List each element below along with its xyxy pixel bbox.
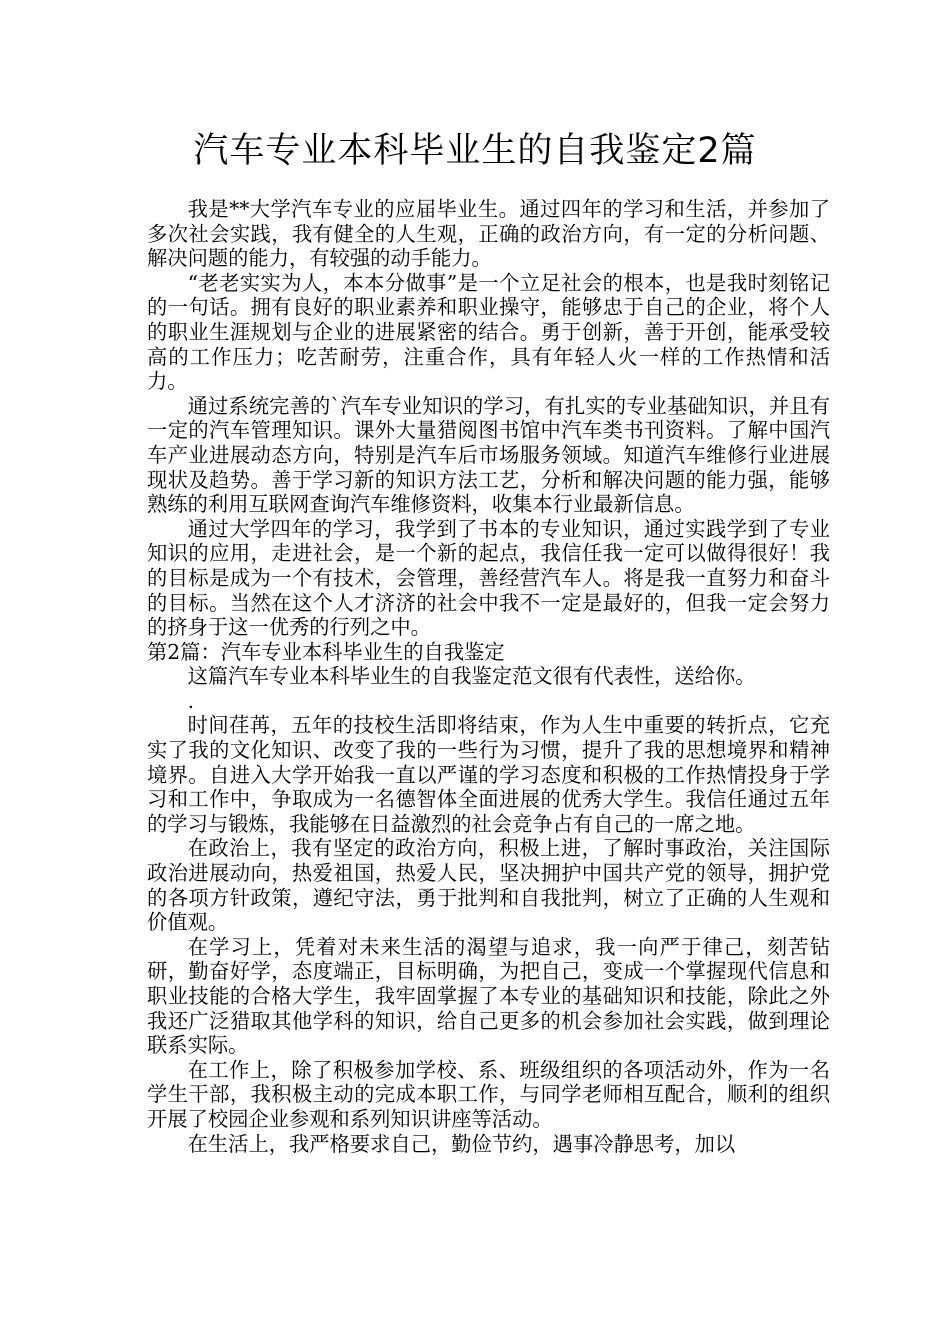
paragraph: 通过大学四年的学习，我学到了书本的专业知识，通过实践学到了专业知识的应用，走进社会，是一个新的起点，我信任我一定可以做得很好！我的目标是成为一个有技术，会管理，善经营汽车人。将是我一直努力和奋斗的目标。当然在这个人才济济的社会中我不一定是最好的，但我一定会努力的挤身于这一优秀的行列之中。 — [147, 516, 830, 640]
paragraph: 在政治上，我有坚定的政治方向，积极上进，了解时事政治，关注国际政治进展动向，热爱祖国，热爱人民，坚决拥护中国共产党的领导，拥护党的各项方针政策，遵纪守法，勇于批判和自我批判，树立了正确的人生观和价值观。 — [147, 836, 830, 935]
document-body — [147, 197, 830, 1156]
paragraph: 在生活上，我严格要求自己，勤俭节约，遇事冷静思考，加以 — [187, 1131, 736, 1156]
paragraph: “老老实实为人，本本分做事”是一个立足社会的根本，也是我时刻铭记的一句话。拥有良好的职业素养和职业操守，能够忠于自己的企业，将个人的职业生涯规划与企业的进展紧密的结合。勇于创新，善于开创，能承受较高的工作压力；吃苦耐劳，注重合作，具有年轻人火一样的工作热情和活力。 — [147, 270, 830, 394]
section-heading: 第2篇：汽车专业本科毕业生的自我鉴定 — [147, 639, 505, 664]
dot-line: . — [187, 688, 195, 713]
paragraph: 我是**大学汽车专业的应届毕业生。通过四年的学习和生活，并参加了多次社会实践，我有健全的人生观，正确的政治方向，有一定的分析问题、解决问题的能力，有较强的动手能力。 — [147, 197, 830, 271]
section-intro: 这篇汽车专业本科毕业生的自我鉴定范文很有代表性，送给你。 — [187, 664, 756, 689]
paragraph: 在学习上，凭着对未来生活的渴望与追求，我一向严于律己，刻苦钻研，勤奋好学，态度端正，目标明确，为把自己，变成一个掌握现代信息和职业技能的合格大学生，我牢固掌握了本专业的基础知识和技能，除此之外我还广泛猎取其他学科的知识，给自己更多的机会参加社会实践，做到理论联系实际。 — [147, 934, 830, 1058]
paragraph: 在工作上，除了积极参加学校、系、班级组织的各项活动外，作为一名学生干部，我积极主动的完成本职工作，与同学老师相互配合，顺利的组织开展了校园企业参观和系列知识讲座等活动。 — [147, 1057, 830, 1131]
document-title: 汽车专业本科毕业生的自我鉴定2篇 — [193, 131, 757, 171]
paragraph: 时间荏苒，五年的技校生活即将结束，作为人生中重要的转折点，它充实了我的文化知识、改变了我的一些行为习惯，提升了我的思想境界和精神境界。自进入大学开始我一直以严谨的学习态度和积极的工作热情投身于学习和工作中，争取成为一名德智体全面进展的优秀大学生。我信任通过五年的学习与锻炼，我能够在日益激烈的社会竞争占有自己的一席之地。 — [147, 713, 830, 836]
paragraph: 通过系统完善的`汽车专业知识的学习，有扎实的专业基础知识，并且有一定的汽车管理知识。课外大量猎阅图书馆中汽车类书刊资料。了解中国汽车产业进展动态方向，特别是汽车后市场服务领域。知道汽车维修行业进展现状及趋势。善于学习新的知识方法工艺，分析和解决问题的能力强，能够熟练的利用互联网查询汽车维修资料，收集本行业最新信息。 — [147, 393, 830, 517]
